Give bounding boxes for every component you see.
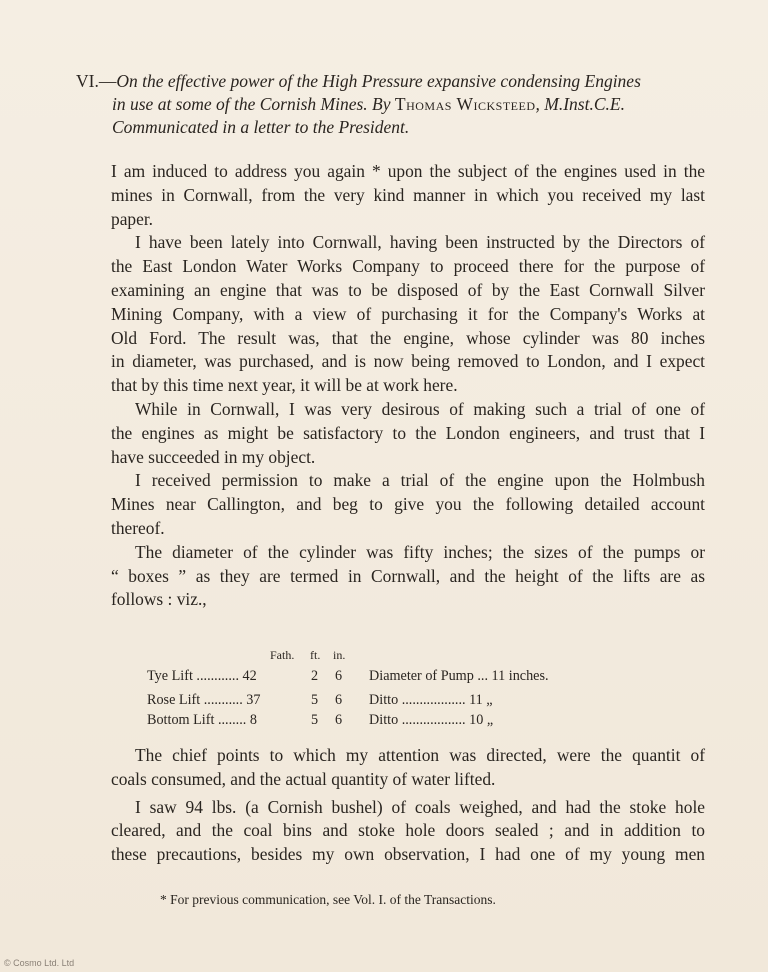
article-title [76, 70, 716, 139]
paragraph-7: I saw 94 lbs. (a Cornish bushel) of coals weighed, and had the stoke hole cleared, and the coal bins and stoke hole doors sealed ; and in addition to these precautions, besides my own observation, I had one of my young men [111, 796, 705, 865]
author-name: Thomas Wicksteed [394, 94, 536, 114]
title-line-1: VI.—On the effective power of the High Pressure expansive condensing Engines [76, 71, 641, 91]
paragraph-3: While in Cornwall, I was very desirous of making such a trial of one of the engines as might be satisfactory to the London engineers, and trust that I have succeeded in my object. [111, 398, 705, 467]
col-header-ft: ft. [310, 648, 321, 662]
title-line-2: in use at some of the Cornish Mines. By Thomas Wicksteed, M.Inst.C.E. [112, 94, 625, 114]
document-page: VI.—On the effective power of the High Pressure expansive condensing Engines in use at some of the Cornish Mines. By Thomas Wicksteed, M.Inst.C.E. Communicated in a letter to the President. I am induced to address you again * upon the subject of the engines used in the mines in Cornwall, from the very kind manner in which you received my last paper. I have been lately into Cornwall, having been instructed by the Directors of the East London Water Works Company to proceed there for the purpose of examining an engine that was to be disposed of by the East Cornwall Silver Mining Company, with a view of purchasing it for the Company's Works at Old Ford. The result was, that the engine, whose cylinder was 80 inches in diameter, was purchased, and is now being removed to London, and I expect that by this time next year, it will be at work here. While in Cornwall, I was very desirous of making such a trial of one of the engines as might be satisfactory to the London engineers, and trust that I have succeeded in my object. I received permission to make a trial of the engine upon the Holmbush Mines near Callington, and beg to give you the following detailed account thereof. The diameter of the cylinder was fifty inches; the sizes of the pumps or “ boxes ” as they are termed in Cornwall, and the height of the lifts are as follows : viz., Fath. ft. in. Tye Lift ............ 42 2 6 Diameter of Pump ... 11 inches. Rose Lift ........... 37 5 6 Ditto .................. 11 „ Bottom Lift ........ 8 5 6 Ditto .................. 10 „ The chief points to which my attention was directed, were the quantit of coals consumed, and the actual quantity of water lifted. I saw 94 lbs. (a Cornish bushel) of coals weighed, and had the stoke hole cleared, and the coal bins and stoke hole doors sealed ; and in addition to these precautions, besides my own observation, I had one of my young men * For previous communication, see Vol. I. of the Transactions. © Cosmo Ltd. Ltd [0, 0, 768, 972]
paragraph-5: The diameter of the cylinder was fifty inches; the sizes of the pumps or “ boxes ” as they are termed in Cornwall, and the height of the lifts are as follows : viz., [111, 541, 705, 610]
copyright-notice: © Cosmo Ltd. Ltd [4, 958, 75, 968]
paragraph-2: I have been lately into Cornwall, having been instructed by the Directors of the East London Water Works Company to proceed there for the purpose of examining an engine that was to be disposed of by the East Cornwall Silver Mining Company, with a view of purchasing it for the Company's Works at Old Ford. The result was, that the engine, whose cylinder was 80 inches in diameter, was purchased, and is now being removed to London, and I expect that by this time next year, it will be at work here. [111, 232, 705, 396]
body-paragraphs [111, 160, 705, 612]
body-paragraphs-after [111, 744, 705, 867]
paragraph-6: The chief points to which my attention was directed, were the quantit of coals consumed, and the actual quantity of water lifted. [111, 745, 705, 789]
col-header-fath: Fath. [270, 648, 295, 662]
footnote: * For previous communication, see Vol. I. of the Transactions. [160, 892, 496, 907]
paragraph-4: I received permission to make a trial of the engine upon the Holmbush Mines near Callington, and beg to give you the following detailed account thereof. [111, 470, 705, 538]
title-line-3: Communicated in a letter to the President. [112, 117, 410, 137]
col-header-in: in. [333, 648, 346, 662]
paragraph-1: I am induced to address you again * upon the subject of the engines used in the mines in Cornwall, from the very kind manner in which you received my last paper. [111, 161, 705, 229]
